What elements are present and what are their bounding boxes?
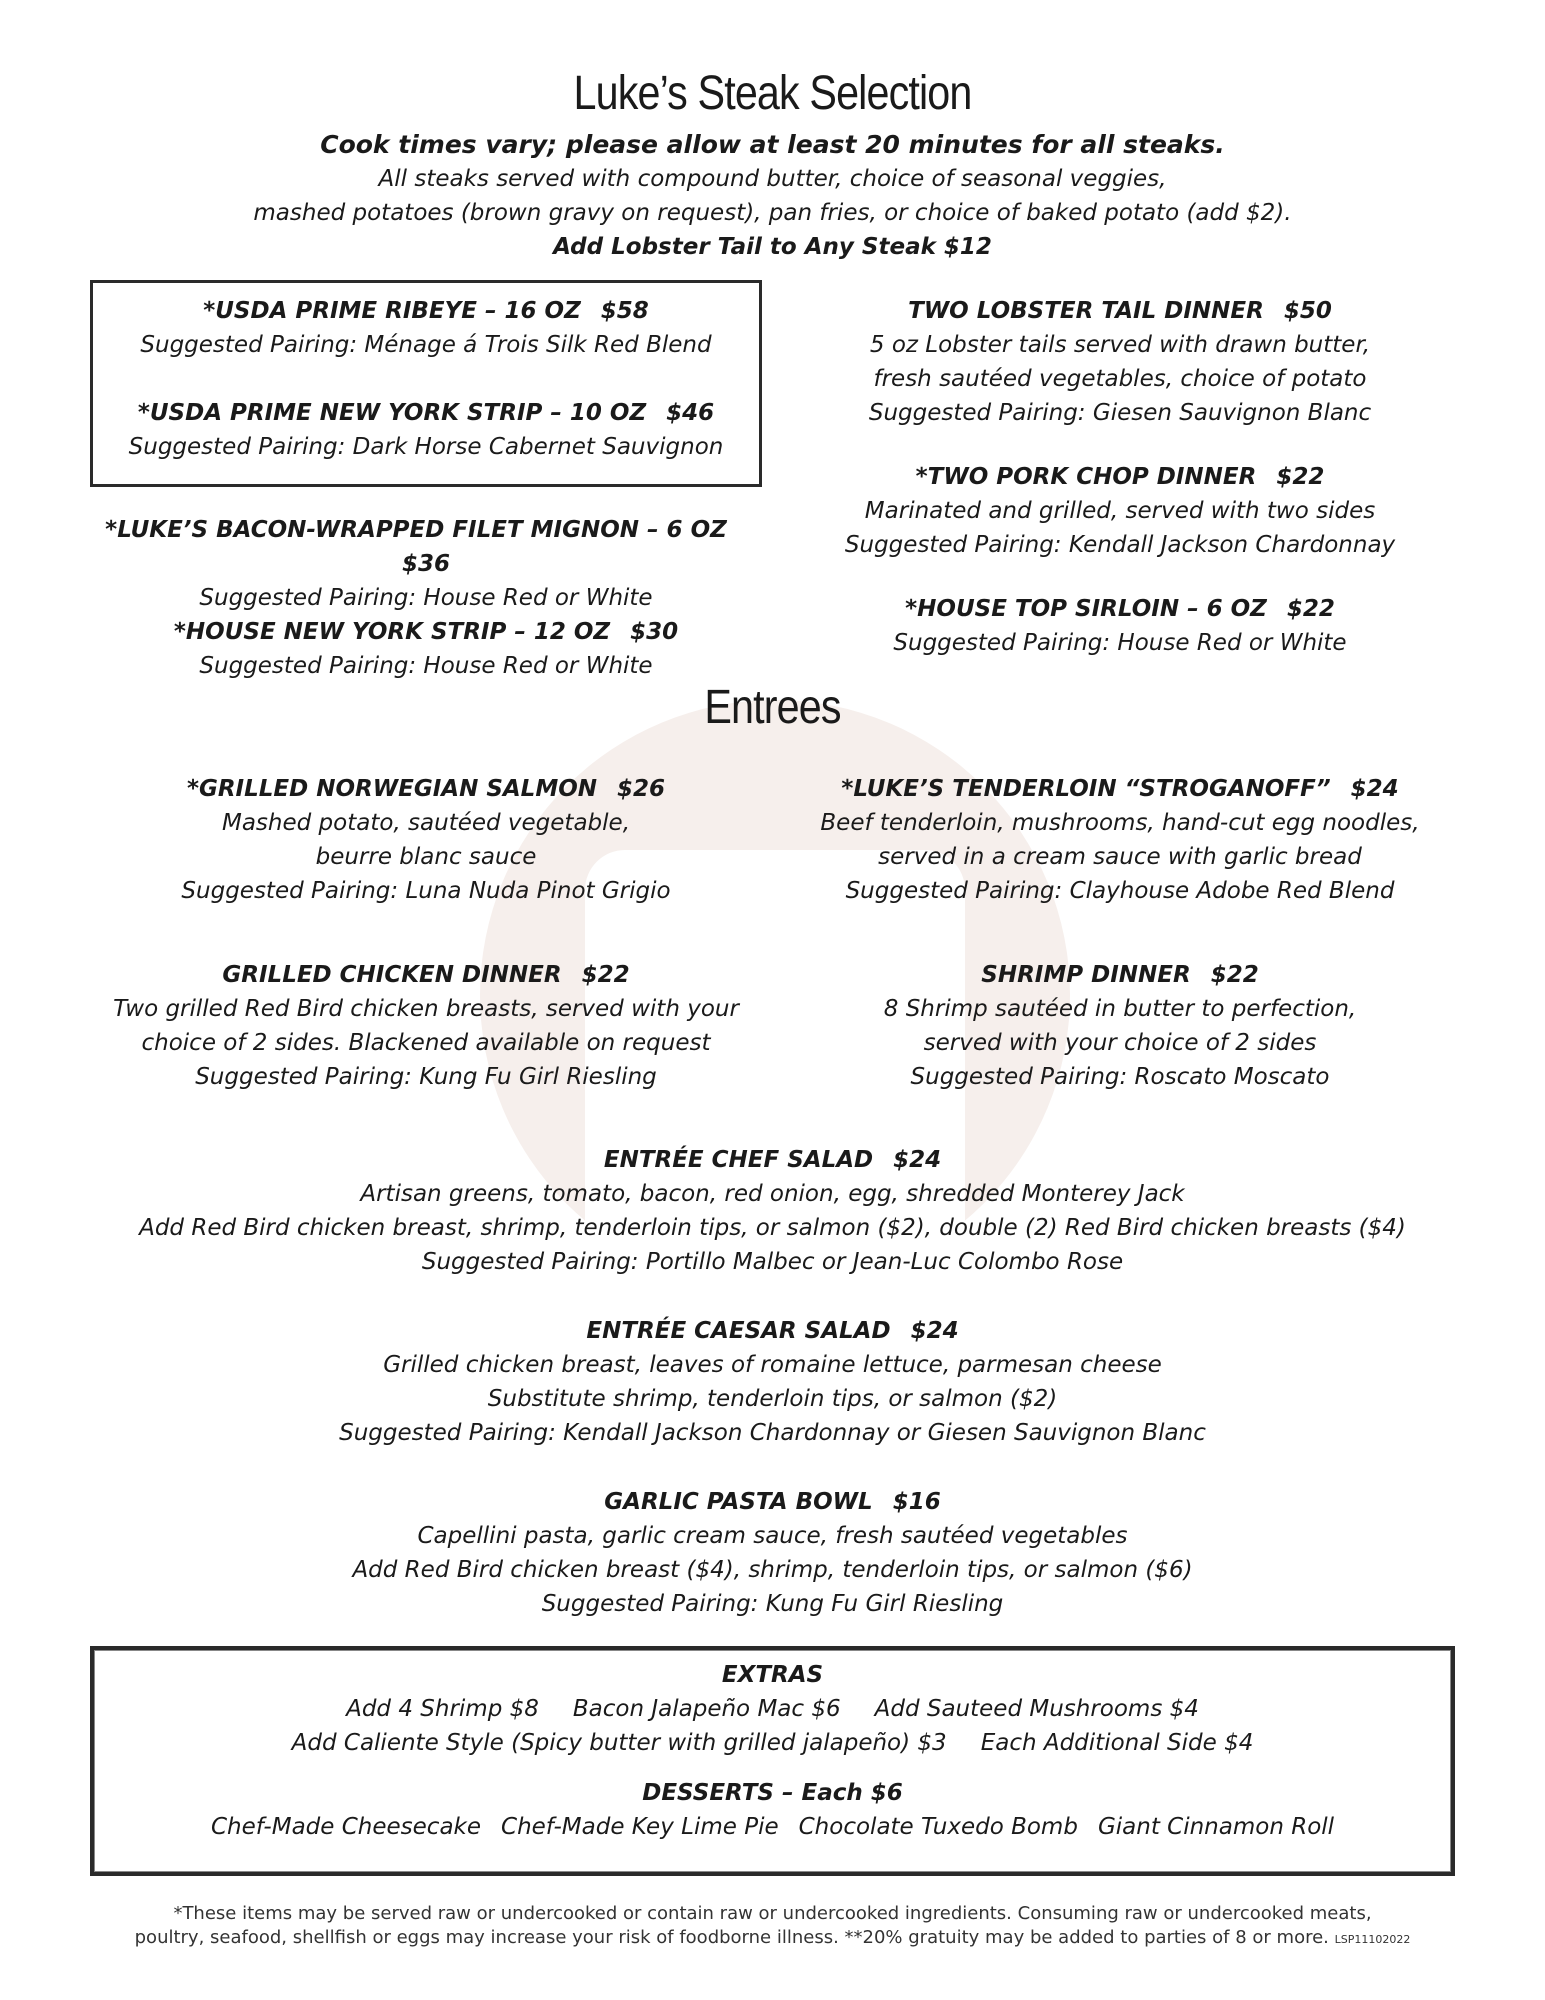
extras-section	[90, 1658, 1455, 1844]
item-desc-1: 8 Shrimp sautéed in butter to perfection,	[883, 996, 1357, 1022]
item-desc-2: served in a cream sauce with garlic bread	[878, 844, 1362, 870]
item-price: $30	[630, 619, 679, 645]
menu-item-stroganoff	[790, 772, 1450, 908]
item-name: *LUKE’S BACON-WRAPPED FILET MIGNON – 6 OZ	[105, 517, 727, 543]
item-desc-2: choice of 2 sides. Blackened available on request	[141, 1030, 711, 1056]
dessert-item: Chef-Made Key Lime Pie	[501, 1814, 779, 1840]
item-name: SHRIMP DINNER	[981, 962, 1191, 988]
footer-disclaimer	[0, 1902, 1545, 1952]
item-price: $50	[1283, 298, 1332, 324]
item-pairing: Suggested Pairing: Dark Horse Cabernet Sauvignon	[128, 434, 724, 460]
item-name: *GRILLED NORWEGIAN SALMON	[186, 776, 598, 802]
item-desc-2: Substitute shrimp, tenderloin tips, or salmon ($2)	[487, 1386, 1058, 1412]
item-price: $22	[581, 962, 630, 988]
header	[0, 66, 1545, 121]
item-desc-1: Marinated and grilled, served with two sides	[864, 498, 1376, 524]
menu-item-filet-mignon	[90, 513, 762, 615]
extras-row-2	[90, 1726, 1455, 1760]
extra-item: Add Caliente Style (Spicy butter with grilled jalapeño) $3	[291, 1730, 947, 1756]
item-name: *LUKE’S TENDERLOIN “STROGANOFF”	[841, 776, 1331, 802]
menu-item-salmon	[90, 772, 762, 908]
lobster-addon: Add Lobster Tail to Any Steak $12	[553, 234, 992, 260]
page-title: Luke’s Steak Selection	[573, 67, 972, 120]
item-price: $16	[892, 1489, 941, 1515]
item-desc-1: Artisan greens, tomato, bacon, red onion, egg, shredded Monterey Jack	[360, 1181, 1185, 1207]
item-pairing: Suggested Pairing: Roscato Moscato	[910, 1064, 1330, 1090]
item-desc-2: fresh sautéed vegetables, choice of potato	[873, 366, 1367, 392]
item-pairing: Suggested Pairing: Ménage á Trois Silk Red Blend	[140, 332, 712, 358]
item-name: ENTRÉE CAESAR SALAD	[586, 1318, 891, 1344]
item-name: *HOUSE TOP SIRLOIN – 6 OZ	[905, 596, 1267, 622]
menu-item-lobster-tail	[790, 294, 1450, 430]
item-name: TWO LOBSTER TAIL DINNER	[908, 298, 1264, 324]
menu-item-chef-salad	[0, 1143, 1545, 1279]
desserts-title: DESSERTS – Each $6	[642, 1780, 903, 1806]
extra-item: Bacon Jalapeño Mac $6	[572, 1696, 841, 1722]
item-name: *HOUSE NEW YORK STRIP – 12 OZ	[173, 619, 611, 645]
item-price: $22	[1286, 596, 1335, 622]
item-name: *USDA PRIME NEW YORK STRIP – 10 OZ	[137, 400, 647, 426]
item-desc-1: Grilled chicken breast, leaves of romaine lettuce, parmesan cheese	[383, 1352, 1162, 1378]
dessert-item: Giant Cinnamon Roll	[1097, 1814, 1335, 1840]
cook-note: Cook times vary; please allow at least 20 minutes for all steaks.	[320, 130, 1225, 159]
item-pairing: Suggested Pairing: Giesen Sauvignon Blanc	[868, 400, 1372, 426]
item-pairing: Suggested Pairing: Kung Fu Girl Riesling	[541, 1591, 1004, 1617]
item-price: $24	[1350, 776, 1399, 802]
menu-item-house-ny-strip	[90, 615, 762, 683]
item-price: $22	[1276, 464, 1325, 490]
desserts-row	[90, 1810, 1455, 1844]
document-code: LSP11102022	[1334, 1933, 1411, 1946]
extras-row-1	[90, 1692, 1455, 1726]
item-desc-1: Capellini pasta, garlic cream sauce, fresh sautéed vegetables	[417, 1523, 1128, 1549]
item-pairing: Suggested Pairing: House Red or White	[199, 653, 653, 679]
item-desc-1: Mashed potato, sautéed vegetable,	[221, 810, 630, 836]
item-pairing: Suggested Pairing: Clayhouse Adobe Red Blend	[845, 878, 1395, 904]
section-title: Entrees	[704, 681, 841, 734]
item-desc-1: Two grilled Red Bird chicken breasts, served with your	[113, 996, 739, 1022]
menu-item-caesar-salad	[0, 1314, 1545, 1450]
item-price: $24	[910, 1318, 959, 1344]
dessert-item: Chef-Made Cheesecake	[210, 1814, 482, 1840]
extra-item: Each Additional Side $4	[980, 1730, 1254, 1756]
serve-line-1: All steaks served with compound butter, choice of seasonal veggies,	[378, 166, 1167, 192]
item-price: $22	[1210, 962, 1259, 988]
menu-item-ribeye	[90, 294, 762, 362]
extras-title: EXTRAS	[721, 1662, 824, 1688]
entrees-heading	[0, 680, 1545, 735]
item-price: $58	[600, 298, 649, 324]
item-price: $46	[666, 400, 715, 426]
item-pairing: Suggested Pairing: House Red or White	[893, 630, 1347, 656]
serve-line-2: mashed potatoes (brown gravy on request), pan fries, or choice of baked potato (add $2).	[253, 200, 1292, 226]
extra-item: Add Sauteed Mushrooms $4	[874, 1696, 1199, 1722]
item-pairing: Suggested Pairing: Kendall Jackson Chardonnay	[844, 532, 1396, 558]
item-price: $24	[893, 1147, 942, 1173]
item-desc-1: Beef tenderloin, mushrooms, hand-cut egg noodles,	[820, 810, 1420, 836]
menu-item-prime-ny-strip	[90, 396, 762, 464]
item-name: *TWO PORK CHOP DINNER	[915, 464, 1257, 490]
extra-item: Add 4 Shrimp $8	[346, 1696, 539, 1722]
menu-item-top-sirloin	[790, 592, 1450, 660]
menu-item-pork-chop	[790, 460, 1450, 562]
menu-item-shrimp-dinner	[790, 958, 1450, 1094]
dessert-item: Chocolate Tuxedo Bomb	[798, 1814, 1078, 1840]
item-name: *USDA PRIME RIBEYE – 16 OZ	[203, 298, 581, 324]
item-price: $36	[401, 551, 450, 577]
item-name: GARLIC PASTA BOWL	[604, 1489, 873, 1515]
disclaimer-line-2: poultry, seafood, shellfish or eggs may increase your risk of foodborne illness. **20% gratuity may be added to parties of 8 or more.	[134, 1927, 1329, 1948]
item-desc-2: beurre blanc sauce	[315, 844, 537, 870]
item-desc-2: served with your choice of 2 sides	[923, 1030, 1317, 1056]
item-name: GRILLED CHICKEN DINNER	[222, 962, 562, 988]
item-price: $26	[617, 776, 666, 802]
menu-item-garlic-pasta	[0, 1485, 1545, 1621]
item-pairing: Suggested Pairing: Portillo Malbec or Jean-Luc Colombo Rose	[421, 1249, 1124, 1275]
item-pairing: Suggested Pairing: Kendall Jackson Chardonnay or Giesen Sauvignon Blanc	[339, 1420, 1206, 1446]
item-pairing: Suggested Pairing: Luna Nuda Pinot Grigio	[181, 878, 671, 904]
menu-item-chicken-dinner	[90, 958, 762, 1094]
item-name: ENTRÉE CHEF SALAD	[603, 1147, 874, 1173]
item-desc-2: Add Red Bird chicken breast ($4), shrimp, tenderloin tips, or salmon ($6)	[352, 1557, 1193, 1583]
item-desc-1: 5 oz Lobster tails served with drawn butter,	[869, 332, 1371, 358]
item-pairing: Suggested Pairing: Kung Fu Girl Riesling	[195, 1064, 657, 1090]
item-desc-2: Add Red Bird chicken breast, shrimp, tenderloin tips, or salmon ($2), double (2) Red Bird chicken breasts ($4)	[139, 1215, 1406, 1241]
item-pairing: Suggested Pairing: House Red or White	[199, 585, 653, 611]
disclaimer-line-1: *These items may be served raw or undercooked or contain raw or undercooked ingredients. Consuming raw or undercooked meats,	[173, 1903, 1372, 1924]
